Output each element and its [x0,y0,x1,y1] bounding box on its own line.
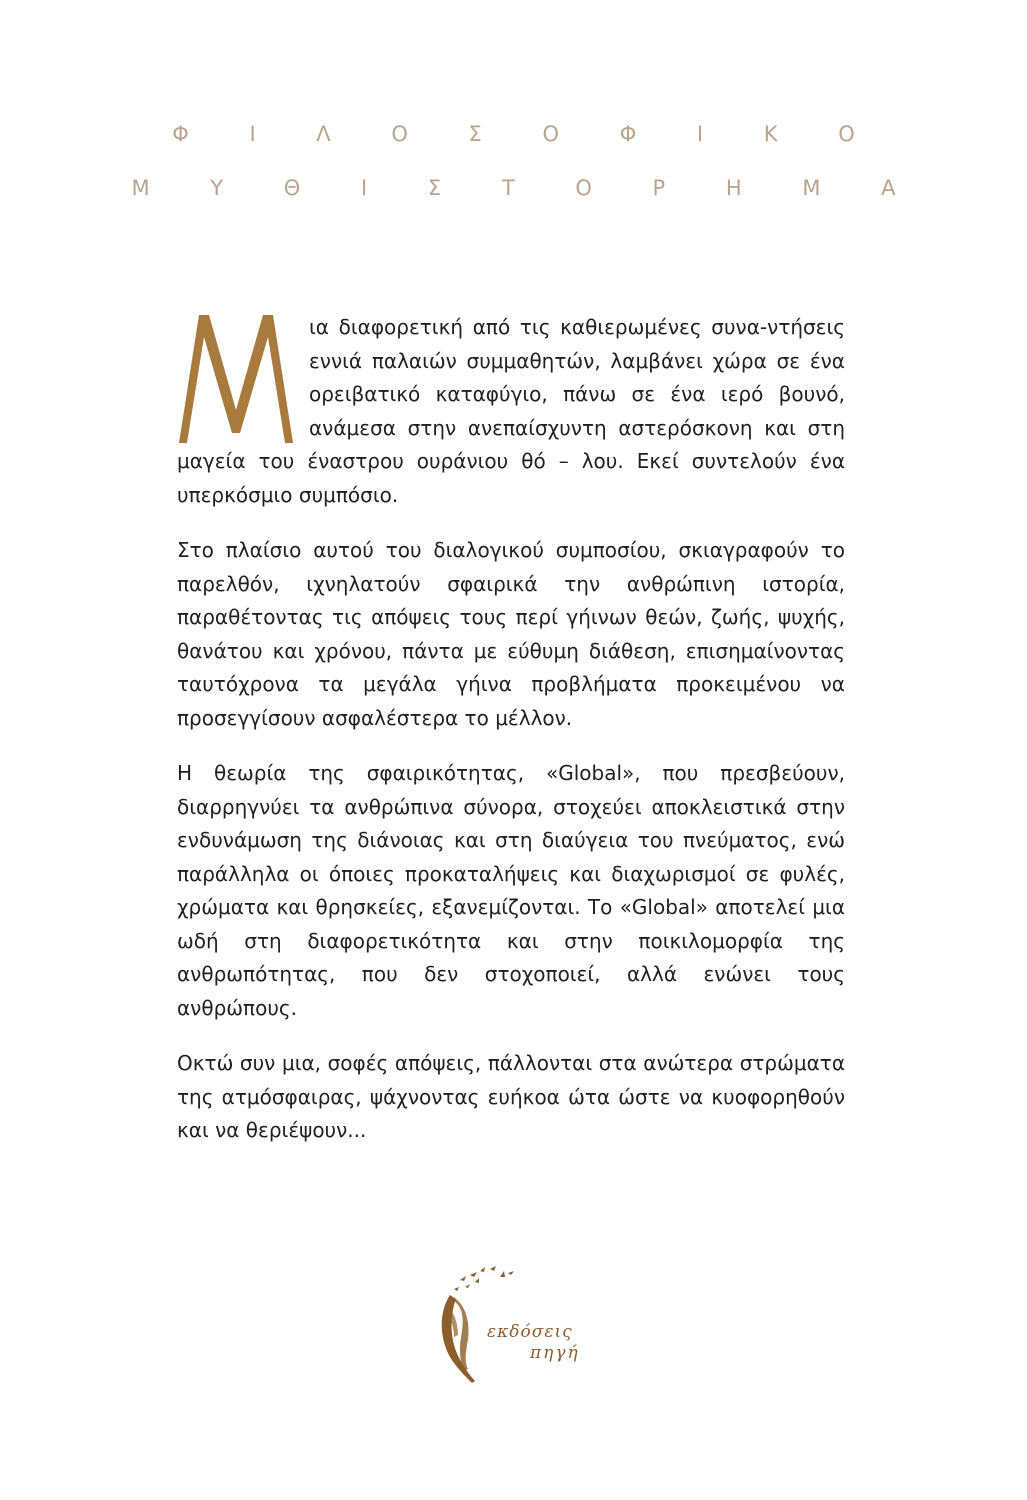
genre-line-1: Φ Ι Λ Ο Σ Ο Φ Ι Κ Ο [172,122,882,146]
paragraph-3: Η θεωρία της σφαιρικότητας, «Global», που πρεσβεύουν, διαρρηγνύει τα ανθρώπινα σύνορα, στοχεύει αποκλειστικά στην ενδυνάμωση της διάνοιας και στη διαύγεια του πνεύματος, ενώ παράλληλα οι όποιες προκαταλήψεις και διαχωρισμοί σε φυλές, χρώματα και θρησκείες, εξανεμίζονται. Το «Global» αποτελεί μια ωδή στη διαφορετικότητα και στην ποικιλομορφία της ανθρωπότητας, που δεν στοχοποιεί, αλλά ενώνει τους ανθρώπους. [177,761,845,1020]
paragraph-1-text: ια διαφορετική από τις καθιερωμένες συνα-ντήσεις εννιά παλαιών συμμαθητών, λαμβάνει χώρα σε ένα ορειβατικό καταφύγιο, πάνω σε ένα ιερό βουνό, ανάμεσα στην ανεπαίσχυντη αστερόσκονη και στη μαγεία του έναστρου ουράνιου θό – λου. Εκεί συντελούν ένα υπερκόσμιο συμπόσιο. [177,315,845,507]
publisher-name-line-2: πηγή [530,1343,580,1363]
publisher-name-line-1: εκδόσεις [487,1322,573,1342]
blurb-text [177,311,845,1170]
paragraph-2: Στο πλαίσιο αυτού του διαλογικού συμποσίου, σκιαγραφούν το παρελθόν, ιχνηλατούν σφαιρικά την ανθρώπινη ιστορία, παραθέτοντας τις απόψεις τους περί γήινων θεών, ζωής, ψυχής, θανάτου και χρόνου, πάντα με εύθυμη διάθεση, επισημαίνοντας ταυτόχρονα τα μεγάλα γήινα προβλήματα προκειμένου να προσεγγίσουν ασφαλέστερα το μέλλον. [177,538,845,730]
dropcap-m [177,315,295,443]
paragraph-4: Οκτώ συν μια, σοφές απόψεις, πάλλονται στα ανώτερα στρώματα της ατμόσφαιρας, ψάχνοντας ευήκοα ώτα ώστε να κυοφορηθούν και να θεριέψουν... [177,1051,845,1142]
paragraph-1 [177,311,845,512]
genre-line-2: Μ Υ Θ Ι Σ Τ Ο Ρ Η Μ Α [131,176,923,200]
